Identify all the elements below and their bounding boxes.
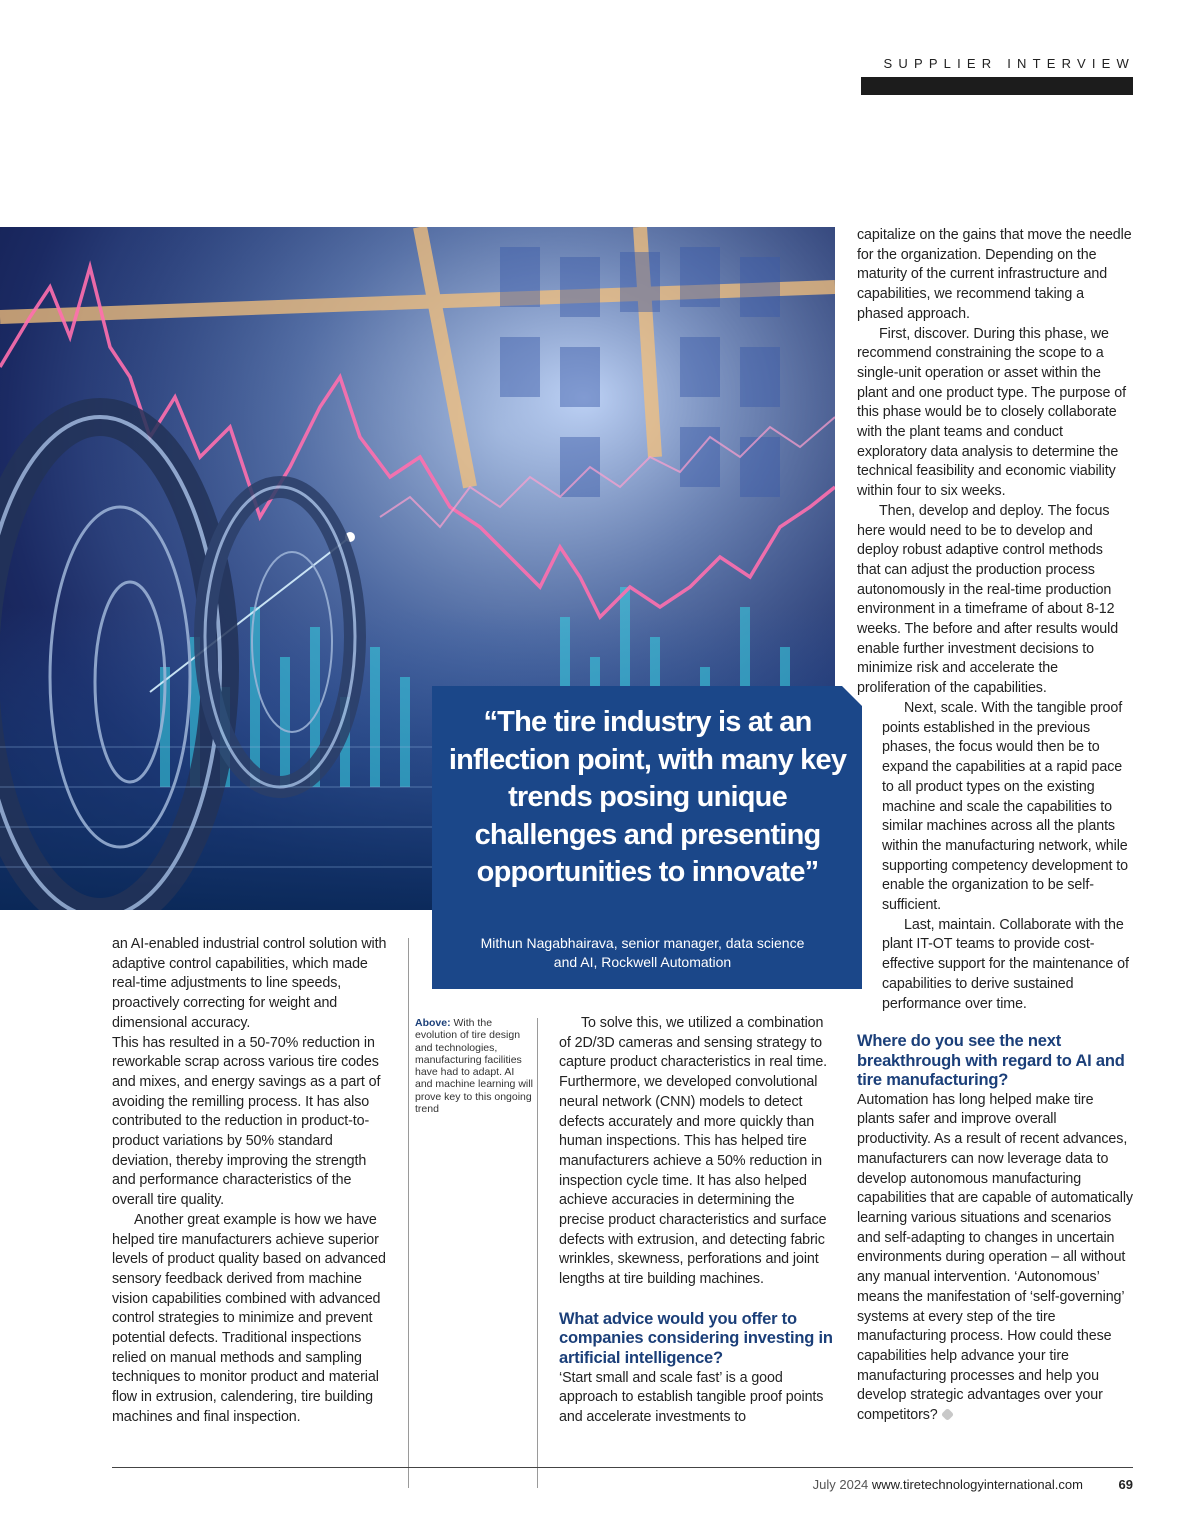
col3-paragraph-4: Next, scale. With the tangible proof points established in the previous phases, the focus would then be to expand the capabilities at a rapid pace to all product types on the existing machine and scale the capabilities to similar machines across all the plants within the manufacturing network, while supporting competency development to enable the organization to be self-sufficient.	[882, 700, 1128, 914]
footer-rule	[112, 1467, 1133, 1468]
col3-paragraph-3: Then, develop and deploy. The focus here would need to be to develop and deploy robust adaptive control methods that can adjust the production process autonomously in the real-time production environment in a timeframe of about 8-12 weeks. The before and after results would enable further investment decisions to minimize risk and accelerate the proliferation of the capabilities.	[857, 502, 1119, 697]
image-caption	[415, 1017, 533, 1115]
pull-quote-attribution: Mithun Nagabhairava, senior manager, data science and AI, Rockwell Automation	[480, 935, 805, 970]
col3-paragraph-6	[857, 1091, 1133, 1426]
column-2	[559, 1014, 837, 1428]
col2-paragraph-2: ‘Start small and scale fast’ is a good approach to establish tangible proof points and accelerate investments to	[559, 1369, 824, 1426]
footer	[112, 1477, 1133, 1492]
page-number: 69	[1118, 1477, 1133, 1492]
column-divider	[408, 938, 409, 1488]
column-1	[112, 935, 392, 1428]
col3-heading: Where do you see the next breakthrough with regard to AI and tire manufacturing?	[857, 1032, 1125, 1090]
section-bar	[861, 77, 1133, 95]
col3-paragraph-2: First, discover. During this phase, we recommend constraining the scope to a single-unit operation or asset within the plant and one product type. The purpose of this phase would be to closely collaborate with the plant teams and conduct exploratory data analysis to determine the technical feasibility and economic viability within four to six weeks.	[857, 325, 1126, 500]
column-3-top	[857, 226, 1133, 699]
column-divider	[537, 1018, 538, 1488]
col1-paragraph-2: This has resulted in a 50-70% reduction in reworkable scrap across various tire codes and mixes, and energy savings as a part of avoiding the remilling process. It has also contributed to the reduction in product-to-product variations by 50% standard deviation, thereby improving the strength and performance characteristics of the overall tire quality.	[112, 1034, 381, 1209]
column-3-bottom	[857, 1032, 1133, 1426]
end-mark-icon	[941, 1408, 954, 1421]
col1-paragraph-1: an AI-enabled industrial control solution with adaptive control capabilities, which made real-time adjustments to line speeds, proactively correcting for weight and dimensional accuracy.	[112, 936, 387, 1031]
caption-label: Above:	[415, 1017, 451, 1029]
section-label: SUPPLIER INTERVIEW	[883, 56, 1135, 71]
col3-paragraph-6-text: Automation has long helped make tire plants safer and improve overall productivity. As a result of recent advances, manufacturers can now leverage data to develop autonomous manufacturing capabilities that are capable of automatically learning various situations and scenarios and self-adapting to changes in uncertain environments during operation – all without any manual intervention. ‘Autonomous’ means the manifestation of ‘self-governing’ systems at every step of the tire manufacturing process. How could these capabilities help advance your tire manufacturing processes and help you develop strategic advantages over your competitors?	[857, 1091, 1133, 1424]
col2-heading: What advice would you offer to companies considering investing in artificial intelligence?	[559, 1309, 833, 1368]
column-3-wrap	[882, 699, 1133, 1014]
footer-url[interactable]: www.tiretechnologyinternational.com	[871, 1477, 1083, 1492]
col2-paragraph-1: To solve this, we utilized a combination of 2D/3D cameras and sensing strategy to capture product characteristics in real time. Furthermore, we developed convolutional neural network (CNN) models to detect defects accurately and more quickly than human inspections. This has helped tire manufacturers achieve a 50% reduction in inspection cycle time. It has also helped achieve accuracies in determining the precise product characteristics and surface defects with extrusion, and detecting fabric wrinkles, skewness, perforations and joint lengths at tire building machines.	[559, 1015, 828, 1288]
col3-paragraph-5: Last, maintain. Collaborate with the plant IT-OT teams to provide cost-effective support for the maintenance of capabilities to derive sustained performance over time.	[882, 916, 1129, 1012]
footer-date: July 2024	[812, 1477, 869, 1492]
caption-text: With the evolution of tire design and technologies, manufacturing facilities have had to adapt. AI and machine learning will prove key to this ongoing trend	[415, 1017, 533, 1116]
col1-paragraph-3: Another great example is how we have helped tire manufacturers achieve superior levels of product quality based on advanced sensory feedback derived from machine vision capabilities combined with advanced control strategies to minimize and prevent potential defects. Traditional inspections relied on manual methods and sampling techniques to monitor product and material flow in extrusion, calendering, tire building machines and final inspection.	[112, 1211, 386, 1425]
pull-quote-text: “The tire industry is at an inflection point, with many key trends posing unique challenges and presenting opportunities to innovate”	[448, 706, 847, 889]
col3-paragraph-1: capitalize on the gains that move the needle for the organization. Depending on the maturity of the current infrastructure and capabilities, we recommend taking a phased approach.	[857, 227, 1132, 322]
